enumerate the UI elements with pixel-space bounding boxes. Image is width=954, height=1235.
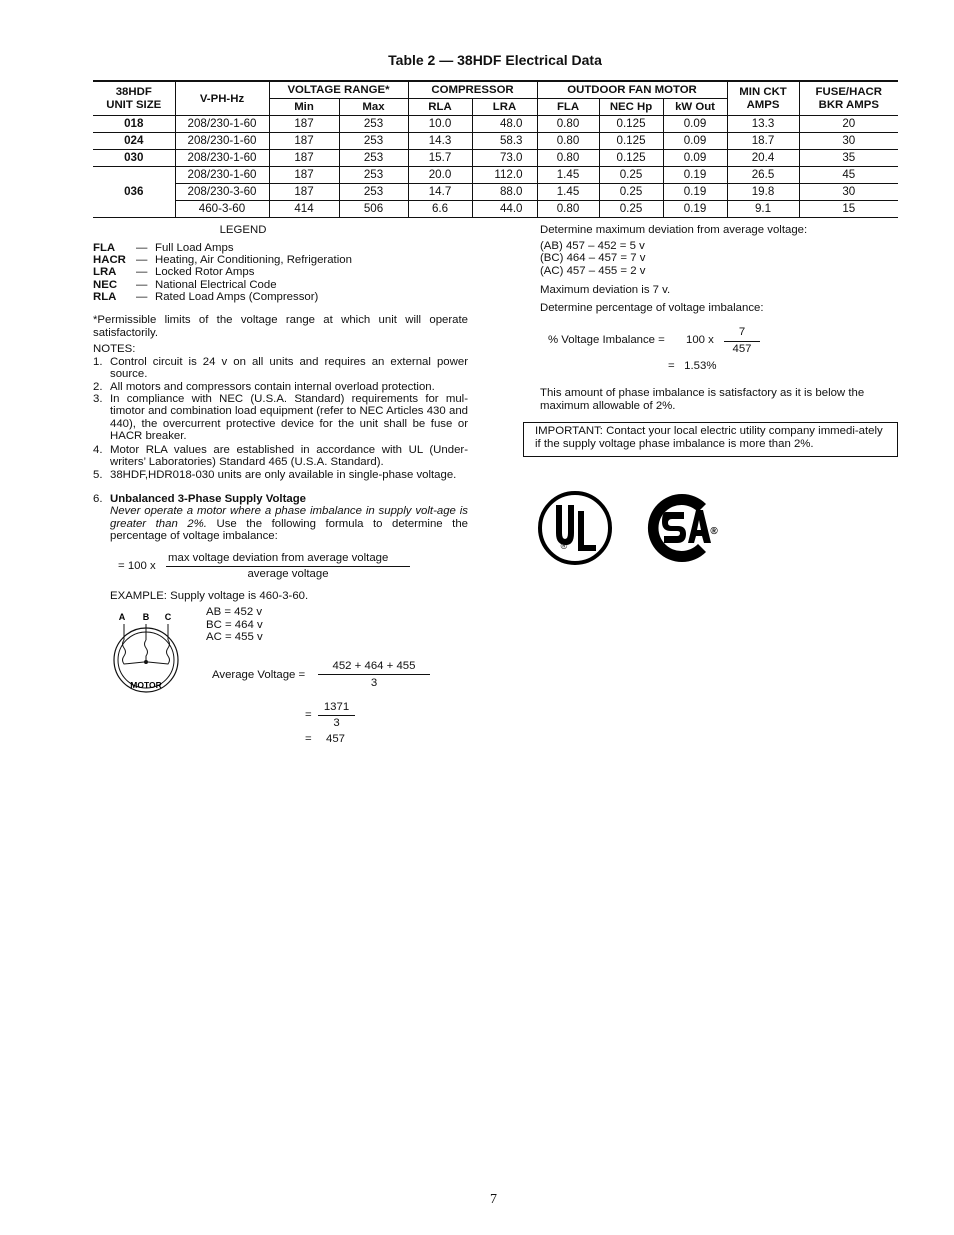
average-voltage-denominator: 3 <box>370 677 378 689</box>
step-fraction-line <box>318 715 355 716</box>
formula-denominator: average voltage <box>247 568 329 580</box>
electrical-data-table <box>93 80 898 218</box>
terminal-c: C <box>164 612 172 622</box>
header-max: Max <box>339 99 408 116</box>
imbalance-fraction-line <box>724 341 760 342</box>
imbalance-label: % Voltage Imbalance = <box>548 334 665 346</box>
step-equals: = <box>305 709 312 721</box>
table-row: 024 208/230-1-60 187 253 14.3 58.3 0.80 0.125 0.09 18.7 30 <box>93 133 898 150</box>
imbalance-numerator: 7 <box>738 326 746 338</box>
note-item: 1. Control circuit is 24 v on all units and requires an external power source. <box>93 356 468 381</box>
example-bc: BC = 464 v <box>206 619 263 631</box>
result-equals: = <box>305 733 312 745</box>
terminal-a: A <box>118 612 126 622</box>
table-title: Table 2 — 38HDF Electrical Data <box>388 52 602 68</box>
note-item: 6. Unbalanced 3-Phase Supply Voltage Never operate a motor where a phase imbalance in supply volt-age is greater than 2%. Use the following formula to determine the percentage of voltage imbalance: <box>93 493 468 543</box>
header-vphhz: V-PH-Hz <box>175 81 269 116</box>
max-deviation-heading: Determine maximum deviation from average voltage: <box>540 224 808 236</box>
table-row: 018 208/230-1-60 187 253 10.0 48.0 0.80 0.125 0.09 13.3 20 <box>93 116 898 133</box>
table-row: 030 208/230-1-60 187 253 15.7 73.0 0.80 0.125 0.09 20.4 35 <box>93 150 898 167</box>
note-item: 2. All motors and compressors contain internal overload protection. <box>93 381 435 393</box>
important-text: IMPORTANT: Contact your local electric utility company immedi-ately if the supply voltage phase imbalance is more than 2%. <box>535 425 883 450</box>
header-outdoor-fan-motor: OUTDOOR FAN MOTOR <box>537 81 727 99</box>
formula-numerator: max voltage deviation from average voltage <box>168 552 389 564</box>
table-row: 460-3-60 414 506 6.6 44.0 0.80 0.25 0.19 9.1 15 <box>93 201 898 218</box>
formula-prefix: = 100 x <box>118 560 156 572</box>
average-voltage-label: Average Voltage = <box>212 669 306 681</box>
header-min-ckt-amps: MIN CKT AMPS <box>727 81 799 116</box>
note-item: 4. Motor RLA values are established in accordance with UL (Under-writers’ Laboratories) Standard 465 (U.S.A. Standard). <box>93 444 468 469</box>
max-deviation: Maximum deviation is 7 v. <box>540 284 671 296</box>
note-item: 3. In compliance with NEC (U.S.A. Standard) requirements for mul-timotor and combination load equipment (refer to NEC Articles 430 and 440), the overcurrent protective device for the unit shall be fuse or HACR breaker. <box>93 393 468 443</box>
note-item: 5. 38HDF,HDR018-030 units are only available in single-phase voltage. <box>93 469 457 481</box>
header-fuse-hacr: FUSE/HACR BKR AMPS <box>799 81 898 116</box>
legend-heading: LEGEND <box>219 224 267 236</box>
header-nec-hp: NEC Hp <box>599 99 663 116</box>
imbalance-result: = 1.53% <box>668 360 717 372</box>
csa-registered-mark: ® <box>710 526 718 537</box>
step-denominator: 3 <box>333 717 340 729</box>
imbalance-multiplier: 100 x <box>686 334 714 346</box>
motor-label: MOTOR <box>130 680 162 690</box>
header-kw-out: kW Out <box>663 99 727 116</box>
ul-logo-icon <box>536 489 616 567</box>
header-rla: RLA <box>408 99 472 116</box>
imbalance-denominator: 457 <box>732 343 752 355</box>
deviation-ac: (AC) 457 – 455 = 2 v <box>540 265 646 277</box>
important-notice <box>523 422 898 457</box>
csa-logo-icon <box>640 490 722 566</box>
step-numerator: 1371 <box>323 701 350 713</box>
header-unit-size: 38HDF UNIT SIZE <box>93 81 175 116</box>
footnote: *Permissible limits of the voltage range at which unit will operate satisfactorily. <box>93 314 468 339</box>
table-row: 036 208/230-1-60 187 253 20.0 112.0 1.45 0.25 0.19 26.5 45 <box>93 167 898 184</box>
formula-fraction-line <box>166 566 410 567</box>
notes-heading: NOTES: <box>93 343 136 355</box>
header-fla: FLA <box>537 99 599 116</box>
page-number: 7 <box>490 1192 497 1207</box>
note-6-title: Unbalanced 3-Phase Supply Voltage <box>110 493 307 505</box>
header-compressor: COMPRESSOR <box>408 81 537 99</box>
header-lra: LRA <box>472 99 537 116</box>
terminal-b: B <box>142 612 150 622</box>
percentage-heading: Determine percentage of voltage imbalance: <box>540 302 764 314</box>
conclusion-text: This amount of phase imbalance is satisfactory as it is below the maximum allowable of 2%. <box>540 387 865 412</box>
note-6-text: Use the following formula to determine the percentage of voltage imbalance: <box>110 517 468 543</box>
result-value: 457 <box>326 733 346 745</box>
example-ac: AC = 455 v <box>206 631 263 643</box>
deviation-bc: (BC) 464 – 457 = 7 v <box>540 252 646 264</box>
average-voltage-fraction-line <box>318 674 430 675</box>
deviation-ab: (AB) 457 – 452 = 5 v <box>540 240 645 252</box>
motor-diagram-icon <box>108 610 188 694</box>
example-ab: AB = 452 v <box>206 606 263 618</box>
average-voltage-numerator: 452 + 464 + 455 <box>332 660 416 672</box>
ul-registered-mark: ® <box>560 541 568 551</box>
note-6-warning: Never operate a motor where a phase imbalance in supply volt-age is greater than 2%. <box>110 505 468 530</box>
table-row: 208/230-3-60 187 253 14.7 88.0 1.45 0.25 0.19 19.8 30 <box>93 184 898 201</box>
header-min: Min <box>269 99 339 116</box>
header-voltage-range: VOLTAGE RANGE* <box>269 81 408 99</box>
example-intro: EXAMPLE: Supply voltage is 460-3-60. <box>110 590 309 602</box>
